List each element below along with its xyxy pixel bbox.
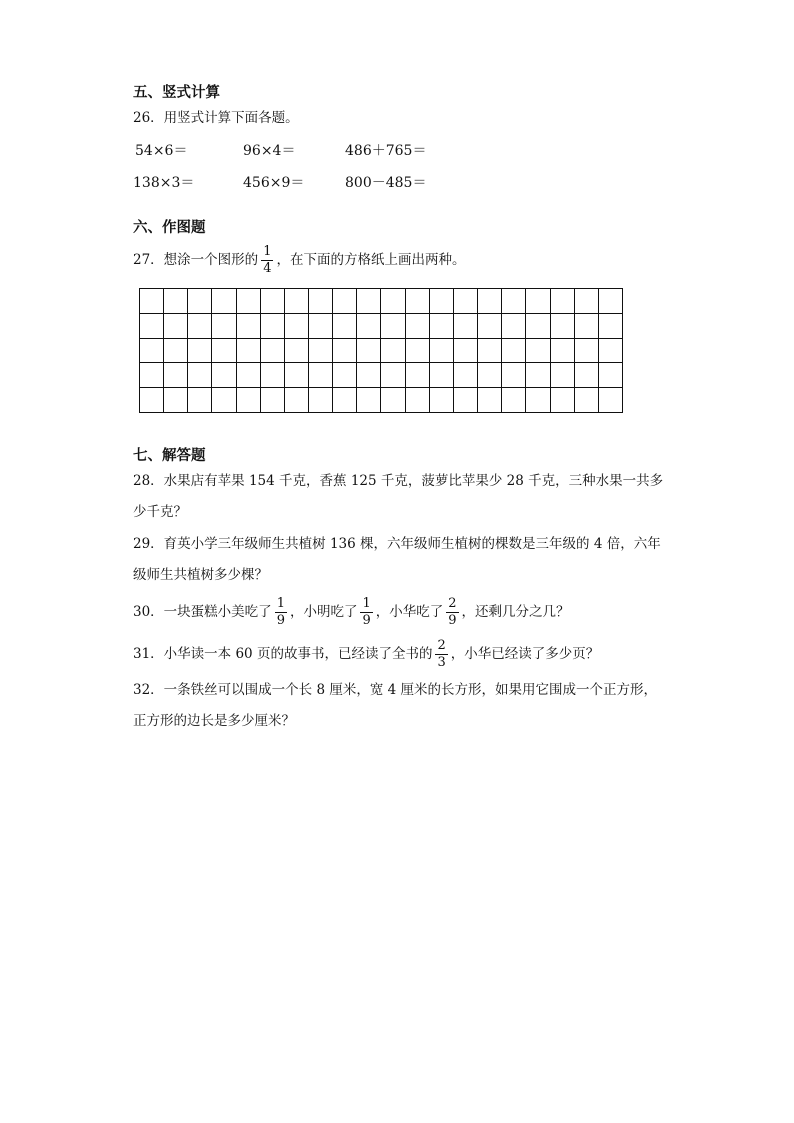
grid-cell[interactable] (551, 339, 575, 364)
grid-cell[interactable] (454, 339, 478, 364)
question-32-line-1: 32．一条铁丝可以围成一个长 8 厘米，宽 4 厘米的长方形，如果用它围成一个正方形， (133, 682, 658, 698)
fraction-numerator: 1 (263, 244, 272, 259)
fraction-numerator: 2 (437, 638, 446, 653)
grid-cell[interactable] (309, 289, 333, 314)
grid-cell[interactable] (526, 314, 550, 339)
grid-cell[interactable] (551, 314, 575, 339)
grid-cell[interactable] (261, 289, 285, 314)
grid-cell[interactable] (164, 339, 188, 364)
grid-cell[interactable] (454, 363, 478, 388)
fraction-denominator: 3 (437, 655, 446, 670)
grid-cell[interactable] (575, 314, 599, 339)
question-27-text-before: 27．想涂一个图形的 (133, 252, 259, 268)
grid-cell[interactable] (575, 289, 599, 314)
grid-cell[interactable] (599, 388, 623, 413)
fraction-denominator: 9 (448, 613, 457, 628)
question-28-line-1: 28．水果店有苹果 154 千克，香蕉 125 千克，菠萝比苹果少 28 千克，三种水果一共多 (133, 473, 664, 489)
fraction-one-ninth-b (360, 597, 372, 628)
grid-cell[interactable] (502, 289, 526, 314)
grid-cell[interactable] (140, 314, 164, 339)
question-31 (133, 639, 599, 670)
section-5-heading: 五、竖式计算 (133, 84, 220, 101)
fraction-two-thirds (435, 639, 447, 670)
grid-cell[interactable] (261, 363, 285, 388)
question-26: 26．用竖式计算下面各题。 (133, 110, 299, 126)
grid-cell[interactable] (333, 314, 357, 339)
fraction-denominator: 9 (362, 613, 371, 628)
grid-cell[interactable] (309, 388, 333, 413)
question-30-text-d: ，还剩几分之几？ (461, 604, 570, 620)
fraction-one-quarter (261, 245, 273, 276)
grid-cell[interactable] (285, 289, 309, 314)
grid-cell[interactable] (599, 363, 623, 388)
question-27 (133, 245, 465, 276)
grid-cell[interactable] (381, 314, 405, 339)
grid-cell[interactable] (478, 363, 502, 388)
grid-cell[interactable] (261, 339, 285, 364)
grid-cell[interactable] (357, 289, 381, 314)
grid-cell[interactable] (212, 363, 236, 388)
grid-cell[interactable] (357, 363, 381, 388)
grid-cell[interactable] (333, 289, 357, 314)
grid-cell[interactable] (237, 363, 261, 388)
grid-cell[interactable] (381, 339, 405, 364)
grid-cell[interactable] (430, 289, 454, 314)
grid-cell[interactable] (478, 388, 502, 413)
grid-cell[interactable] (261, 388, 285, 413)
grid-cell[interactable] (164, 314, 188, 339)
fraction-numerator: 2 (448, 596, 457, 611)
grid-cell[interactable] (599, 339, 623, 364)
grid-cell[interactable] (430, 388, 454, 413)
question-27-text-after: ，在下面的方格纸上画出两种。 (276, 252, 466, 268)
grid-cell[interactable] (502, 339, 526, 364)
grid-cell[interactable] (381, 388, 405, 413)
grid-cell[interactable] (502, 388, 526, 413)
grid-cell[interactable] (381, 289, 405, 314)
grid-cell[interactable] (551, 388, 575, 413)
grid-cell[interactable] (188, 289, 212, 314)
grid-cell[interactable] (237, 339, 261, 364)
expr-96x4: 96×4＝ (243, 143, 296, 159)
grid-cell[interactable] (188, 363, 212, 388)
grid-cell[interactable] (526, 388, 550, 413)
fraction-denominator: 4 (263, 261, 272, 276)
question-28-line-2: 少千克？ (133, 504, 187, 520)
grid-cell[interactable] (164, 363, 188, 388)
grid-cell[interactable] (478, 339, 502, 364)
grid-cell[interactable] (575, 339, 599, 364)
grid-cell[interactable] (478, 314, 502, 339)
grid-cell[interactable] (188, 314, 212, 339)
grid-cell[interactable] (333, 339, 357, 364)
grid-cell[interactable] (212, 289, 236, 314)
fraction-numerator: 1 (276, 596, 285, 611)
grid-cell[interactable] (551, 289, 575, 314)
grid-cell[interactable] (478, 289, 502, 314)
grid-cell[interactable] (188, 388, 212, 413)
grid-cell[interactable] (309, 314, 333, 339)
grid-cell[interactable] (212, 339, 236, 364)
question-30 (133, 597, 570, 628)
expr-456x9: 456×9＝ (243, 175, 305, 191)
fraction-numerator: 1 (362, 596, 371, 611)
grid-cell[interactable] (406, 339, 430, 364)
grid-cell[interactable] (454, 388, 478, 413)
grid-cell[interactable] (140, 388, 164, 413)
grid-cell[interactable] (333, 363, 357, 388)
grid-cell[interactable] (406, 289, 430, 314)
grid-cell[interactable] (285, 314, 309, 339)
grid-cell[interactable] (285, 339, 309, 364)
grid-cell[interactable] (212, 314, 236, 339)
grid-cell[interactable] (406, 363, 430, 388)
grid-cell[interactable] (454, 289, 478, 314)
grid-cell[interactable] (237, 314, 261, 339)
question-30-text-c: ，小华吃了 (375, 604, 444, 620)
grid-cell[interactable] (454, 314, 478, 339)
grid-cell[interactable] (212, 388, 236, 413)
question-31-text-b: ，小华已经读了多少页？ (450, 646, 600, 662)
grid-cell[interactable] (381, 363, 405, 388)
question-30-text-b: ，小明吃了 (289, 604, 358, 620)
question-30-text-a: 30．一块蛋糕小美吃了 (133, 604, 272, 620)
grid-cell[interactable] (140, 289, 164, 314)
grid-cell[interactable] (406, 388, 430, 413)
grid-cell[interactable] (430, 363, 454, 388)
grid-cell[interactable] (309, 339, 333, 364)
grid-cell[interactable] (261, 314, 285, 339)
grid-cell[interactable] (430, 314, 454, 339)
question-29-line-2: 级师生共植树多少棵？ (133, 567, 268, 583)
grid-cell[interactable] (502, 314, 526, 339)
grid-cell[interactable] (575, 388, 599, 413)
grid-cell[interactable] (357, 388, 381, 413)
grid-cell[interactable] (551, 363, 575, 388)
fraction-denominator: 9 (276, 613, 285, 628)
grid-cell[interactable] (285, 363, 309, 388)
fraction-one-ninth-a (275, 597, 287, 628)
section-7-heading: 七、解答题 (133, 447, 206, 464)
grid-cell[interactable] (285, 388, 309, 413)
question-32-line-2: 正方形的边长是多少厘米？ (133, 713, 295, 729)
grid-cell[interactable] (526, 339, 550, 364)
section-6-heading: 六、作图题 (133, 219, 206, 236)
grid-cell[interactable] (188, 339, 212, 364)
expr-138x3: 138×3＝ (133, 175, 195, 191)
grid-cell[interactable] (357, 339, 381, 364)
grid-cell[interactable] (599, 314, 623, 339)
question-29-line-1: 29．育英小学三年级师生共植树 136 棵，六年级师生植树的棵数是三年级的 4 倍，六年 (133, 536, 661, 552)
question-31-text-a: 31．小华读一本 60 页的故事书，已经读了全书的 (133, 646, 433, 662)
grid-cell[interactable] (526, 289, 550, 314)
grid-cell[interactable] (526, 363, 550, 388)
grid-cell[interactable] (140, 363, 164, 388)
expr-800minus485: 800－485＝ (345, 175, 427, 191)
grid-cell[interactable] (237, 388, 261, 413)
grid-cell[interactable] (430, 339, 454, 364)
grid-cell[interactable] (237, 289, 261, 314)
grid-cell[interactable] (406, 314, 430, 339)
grid-cell[interactable] (357, 314, 381, 339)
grid-cell[interactable] (164, 289, 188, 314)
expr-486plus765: 486＋765＝ (345, 143, 427, 159)
grid-cell[interactable] (599, 289, 623, 314)
square-grid-paper[interactable] (139, 288, 623, 413)
grid-cell[interactable] (575, 363, 599, 388)
grid-cell[interactable] (164, 388, 188, 413)
grid-cell[interactable] (502, 363, 526, 388)
fraction-two-ninths (446, 597, 458, 628)
grid-cell[interactable] (140, 339, 164, 364)
grid-cell[interactable] (309, 363, 333, 388)
grid-cell[interactable] (333, 388, 357, 413)
expr-54x6: 54×6＝ (135, 143, 188, 159)
